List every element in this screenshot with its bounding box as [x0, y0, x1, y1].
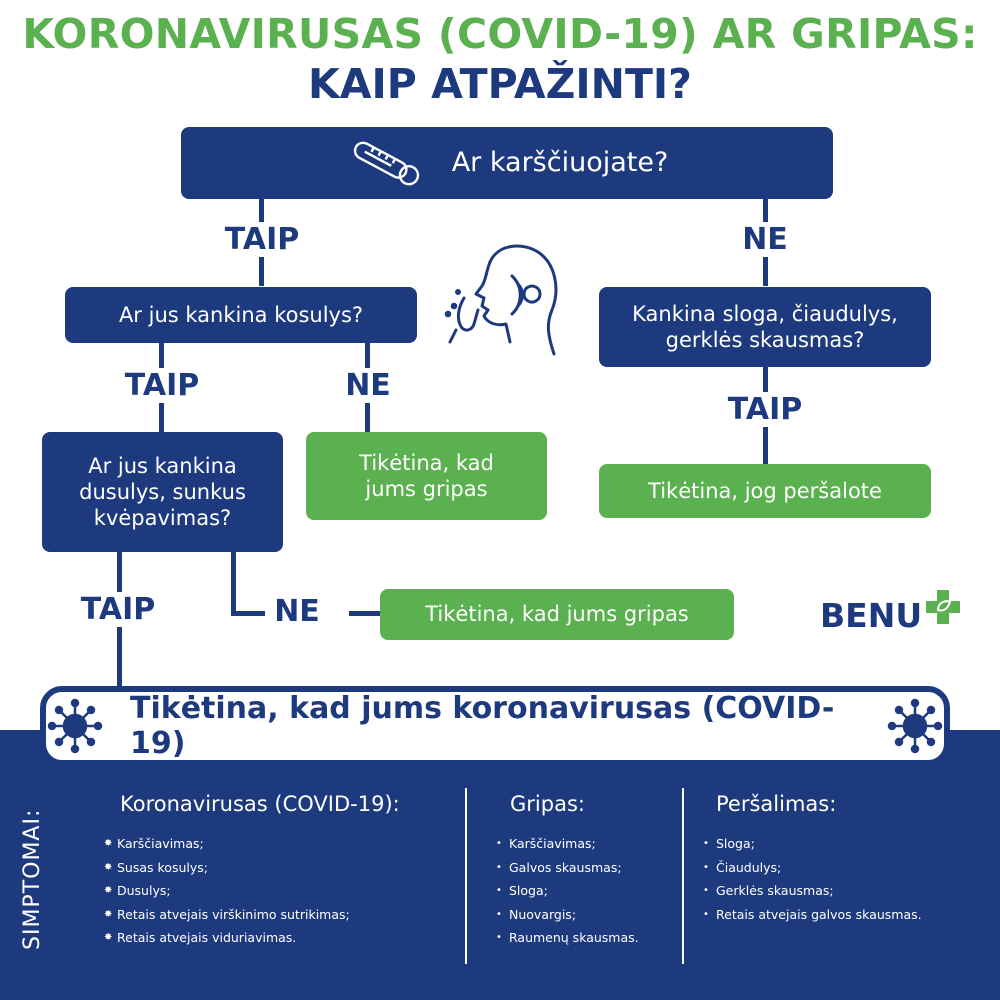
symptoms-flu-list: [496, 832, 639, 950]
star-bullet-icon: ✸: [104, 885, 113, 897]
star-bullet-icon: ✸: [104, 861, 113, 873]
star-bullet-icon: ✸: [104, 908, 113, 920]
list-item: • Sloga;: [496, 883, 548, 899]
bullet-icon: •: [496, 908, 502, 920]
symptoms-covid-title: Koronavirusas (COVID-19):: [120, 792, 400, 816]
symptoms-cold-title: Peršalimas:: [716, 792, 837, 816]
question-cold: Kankina sloga, čiaudulys, gerklės skausmas?: [599, 287, 931, 367]
list-item: • Raumenų skausmas.: [496, 930, 639, 946]
connector-line: [349, 611, 381, 616]
list-item: ✸ Karščiavimas;: [104, 836, 204, 852]
question-fever-text: Ar karščiuojate?: [451, 147, 669, 179]
list-item: • Gerklės skausmas;: [703, 883, 834, 899]
label-yes-cough: TAIP: [102, 368, 222, 403]
bullet-icon: •: [496, 838, 502, 850]
bullet-icon: •: [703, 885, 709, 897]
list-item: ✸ Retais atvejais virškinimo sutrikimas;: [104, 906, 350, 922]
coughing-person-icon: [436, 232, 566, 362]
bullet-icon: •: [703, 908, 709, 920]
outcome-flu-1: Tikėtina, kad jums gripas: [306, 432, 547, 520]
list-item: ✸ Dusulys;: [104, 883, 171, 899]
thermometer-icon: [346, 133, 426, 193]
list-item: • Retais atvejais galvos skausmas.: [703, 906, 922, 922]
question-cough: Ar jus kankina kosulys?: [65, 287, 417, 343]
label-yes-breath: TAIP: [58, 592, 178, 627]
symptoms-covid-list: [104, 832, 350, 950]
bullet-icon: •: [703, 861, 709, 873]
label-yes-fever: TAIP: [202, 222, 322, 257]
list-item: • Karščiavimas;: [496, 836, 596, 852]
benu-logo-text: BENU: [820, 596, 923, 635]
column-divider: [682, 788, 684, 964]
label-yes-cold: TAIP: [705, 392, 825, 427]
outcome-flu-2: Tikėtina, kad jums gripas: [380, 589, 734, 640]
list-item: • Galvos skausmas;: [496, 859, 622, 875]
virus-icon: [46, 697, 104, 755]
symptoms-cold-list: [703, 832, 922, 926]
connector-line: [231, 550, 236, 616]
question-breath: Ar jus kankina dusulys, sunkus kvėpavimas?: [42, 432, 283, 552]
label-no-breath: NE: [274, 594, 320, 629]
bullet-icon: •: [496, 861, 502, 873]
bullet-icon: •: [496, 885, 502, 897]
column-divider: [465, 788, 467, 964]
list-item: • Čiaudulys;: [703, 859, 782, 875]
bullet-icon: •: [496, 932, 502, 944]
title-line-1: KORONAVIRUSAS (COVID-19) AR GRIPAS:: [22, 10, 978, 58]
symptoms-heading: SIMPTOMAI:: [20, 808, 45, 950]
star-bullet-icon: ✸: [104, 838, 113, 850]
list-item: ✸ Susas kosulys;: [104, 859, 208, 875]
virus-icon: [886, 697, 944, 755]
outcome-covid: [40, 686, 950, 766]
outcome-covid-text: Tikėtina, kad jums koronavirusas (COVID-19): [130, 691, 835, 761]
benu-logo: [820, 596, 962, 635]
list-item: ✸ Retais atvejais viduriavimas.: [104, 930, 297, 946]
list-item: • Sloga;: [703, 836, 755, 852]
benu-cross-icon: [924, 588, 962, 626]
question-fever: [181, 127, 833, 199]
symptoms-flu-title: Gripas:: [510, 792, 585, 816]
title-line-2: KAIP ATPAŽINTI?: [308, 60, 692, 108]
bullet-icon: •: [703, 838, 709, 850]
star-bullet-icon: ✸: [104, 932, 113, 944]
outcome-cold: Tikėtina, jog peršalote: [599, 464, 931, 518]
label-no-cough: NE: [308, 368, 428, 403]
list-item: • Nuovargis;: [496, 906, 577, 922]
label-no-fever: NE: [705, 222, 825, 257]
